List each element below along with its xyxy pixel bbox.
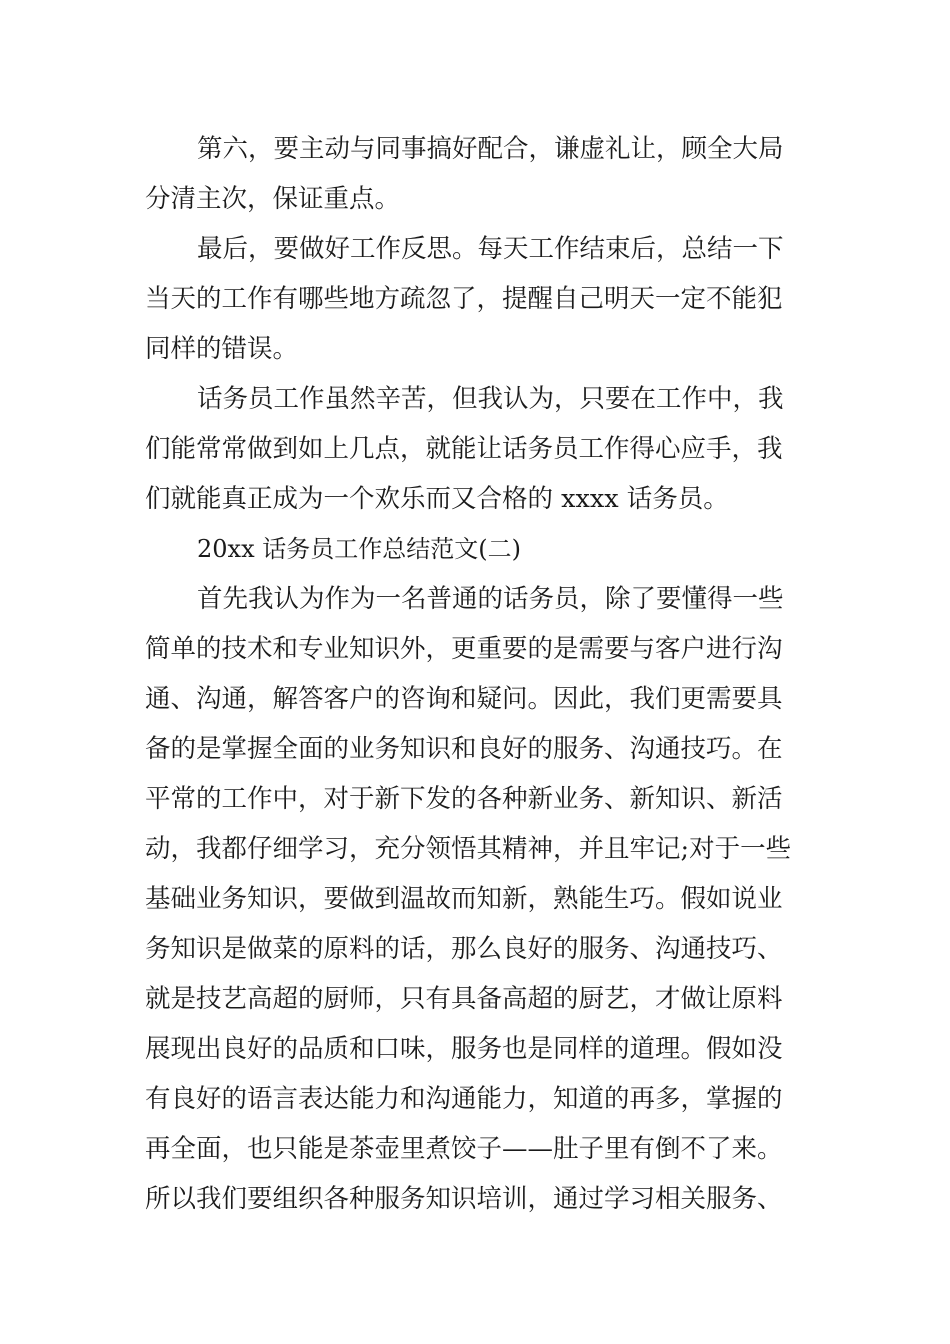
text-line-6: 话务员工作虽然辛苦，但我认为，只要在工作中，我	[197, 384, 784, 414]
text-line-17: 务知识是做菜的原料的话，那么良好的服务、沟通技巧、	[145, 934, 783, 964]
text-line-8: 们就能真正成为一个欢乐而又合格的 xxxx 话务员。	[145, 484, 729, 514]
text-line-13: 备的是掌握全面的业务知识和良好的服务、沟通技巧。在	[145, 734, 783, 764]
text-line-21: 再全面，也只能是茶壶里煮饺子——肚子里有倒不了来。	[145, 1134, 783, 1164]
text-line-7: 们能常常做到如上几点，就能让话务员工作得心应手，我	[145, 434, 783, 464]
text-line-10: 首先我认为作为一名普通的话务员，除了要懂得一些	[197, 584, 784, 614]
text-line-18: 就是技艺高超的厨师，只有具备高超的厨艺，才做让原料	[145, 984, 783, 1014]
text-line-5: 同样的错误。	[145, 334, 299, 364]
document-body	[145, 124, 805, 1224]
text-line-4: 当天的工作有哪些地方疏忽了，提醒自己明天一定不能犯	[145, 284, 783, 314]
text-line-11: 简单的技术和专业知识外，更重要的是需要与客户进行沟	[145, 634, 783, 664]
text-line-22: 所以我们要组织各种服务知识培训，通过学习相关服务、	[145, 1184, 783, 1214]
text-line-2: 分清主次，保证重点。	[145, 184, 401, 214]
text-line-1: 第六，要主动与同事搞好配合，谦虚礼让，顾全大局	[197, 134, 784, 164]
text-line-3: 最后，要做好工作反思。每天工作结束后，总结一下	[197, 234, 784, 264]
section-heading: 20xx 话务员工作总结范文(二)	[197, 535, 521, 563]
text-line-16: 基础业务知识，要做到温故而知新，熟能生巧。假如说业	[145, 884, 783, 914]
text-line-14: 平常的工作中，对于新下发的各种新业务、新知识、新活	[145, 784, 783, 814]
text-line-15: 动，我都仔细学习，充分领悟其精神，并且牢记;对于一些	[145, 834, 792, 864]
text-line-20: 有良好的语言表达能力和沟通能力，知道的再多，掌握的	[145, 1084, 783, 1114]
text-line-19: 展现出良好的品质和口味，服务也是同样的道理。假如没	[145, 1034, 783, 1064]
text-line-12: 通、沟通，解答客户的咨询和疑问。因此，我们更需要具	[145, 684, 783, 714]
